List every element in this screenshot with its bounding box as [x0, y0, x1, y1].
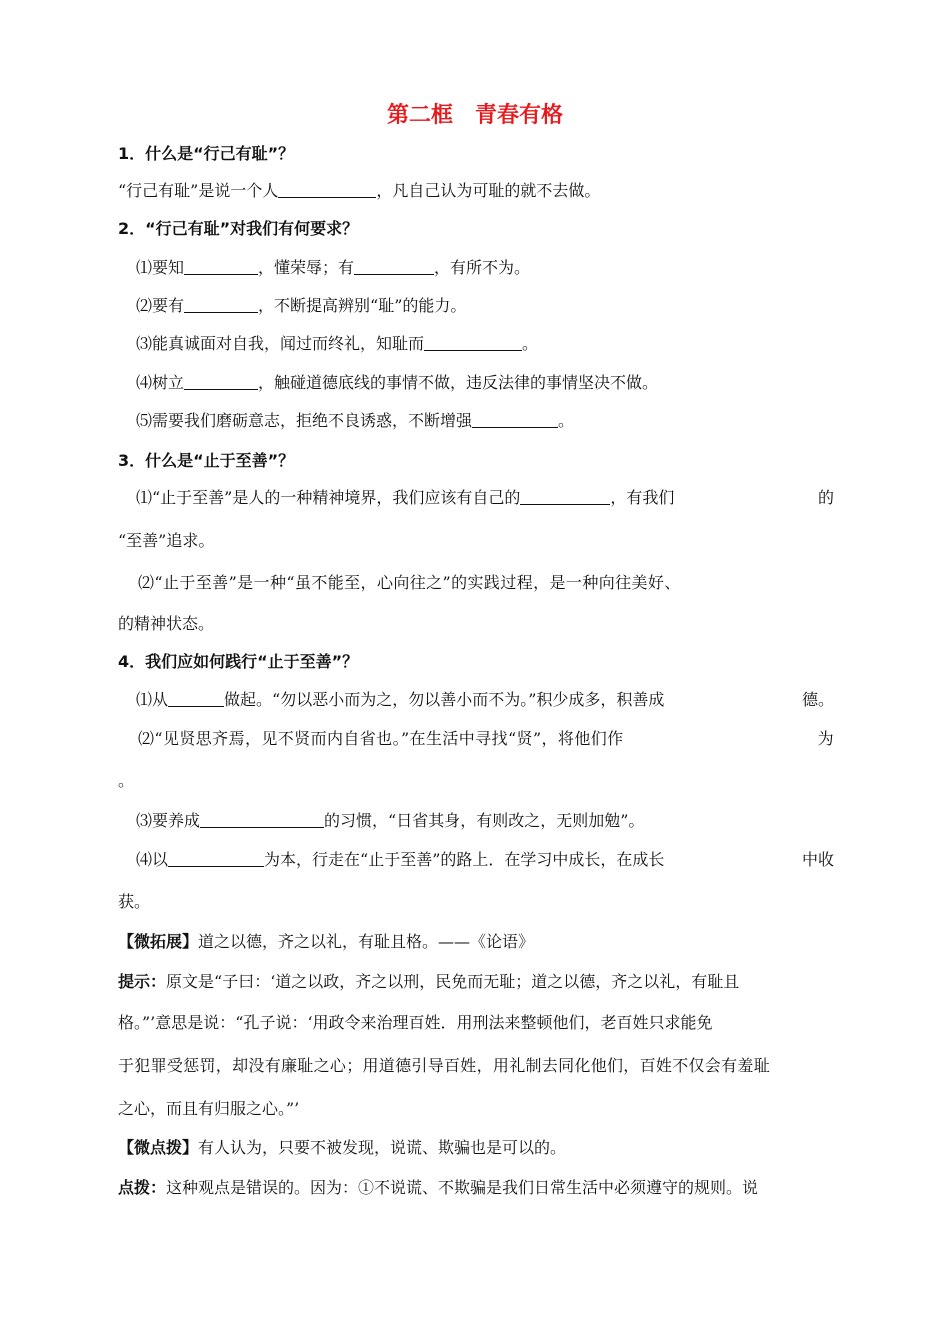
question-4-item-4-continued: 获。	[118, 892, 151, 911]
extension-section: 【微拓展】道之以德，齐之以礼，有耻且格。——《论语》	[118, 932, 535, 951]
question-2-item-3: ⑶能真诚面对自我，闻过而终礼，知耻而 。	[136, 334, 539, 353]
question-4-item-3: ⑶要养成 的习惯，“日省其身，有则改之，无则加勉”。	[136, 811, 645, 830]
tip-tag: 【微点拨】	[118, 1138, 199, 1157]
question-4-item-1: ⑴从 做起。“勿以恶小而为之，勿以善小而不为。”积少成多，积善成 德。	[136, 690, 834, 709]
question-2-item-5: ⑸需要我们磨砺意志，拒绝不良诱惑，不断增强 。	[136, 411, 575, 430]
question-3-item-2-continued: 的精神状态。	[118, 614, 215, 633]
question-2-item-1: ⑴要知 ，懂荣辱；有 ，有所不为。	[136, 258, 531, 277]
question-4-item-4: ⑷以 为本，行走在“止于至善”的路上．在学习中成长，在成长 中收	[136, 850, 834, 869]
question-3-item-2: ⑵“止于至善”是一种“虽不能至，心向往之”的实践过程，是一种向往美好、	[138, 573, 681, 592]
extension-tag: 【微拓展】	[118, 932, 199, 951]
extension-hint-line-1: 提示：原文是“子曰：‘道之以政，齐之以刑，民免而无耻；道之以德，齐之以礼，有耻且	[118, 972, 740, 991]
blank-field[interactable]	[200, 811, 324, 828]
question-1-answer: “行己有耻”是说一个人 ，凡自己认为可耻的就不去做。	[118, 181, 601, 200]
question-4-item-2: ⑵“见贤思齐焉，见不贤而内自省也。”在生活中寻找“贤”，将他们作 为	[138, 729, 834, 748]
blank-field[interactable]	[472, 411, 558, 428]
tip-section: 【微点拨】有人认为，只要不被发现，说谎、欺骗也是可以的。	[118, 1138, 567, 1157]
note-tag: 点拨：	[118, 1178, 167, 1197]
blank-field[interactable]	[184, 258, 258, 275]
tip-note-line-1: 点拨：这种观点是错误的。因为：①不说谎、不欺骗是我们日常生活中必须遵守的规则。说	[118, 1178, 759, 1197]
question-4-item-2-continued: 。	[118, 771, 135, 790]
question-1-heading: 1．什么是“行己有耻”？	[118, 144, 295, 163]
blank-field[interactable]	[278, 181, 376, 198]
blank-field[interactable]	[168, 850, 264, 867]
question-2-item-4: ⑷树立 ，触碰道德底线的事情不做，违反法律的事情坚决不做。	[136, 373, 659, 392]
blank-field[interactable]	[184, 296, 258, 313]
hint-tag: 提示：	[118, 972, 167, 991]
extension-hint-line-2: 格。”’意思是说：“孔子说：‘用政令来治理百姓．用刑法来整顿他们，老百姓只求能免	[118, 1013, 713, 1032]
question-3-item-1-continued: “至善”追求。	[118, 531, 215, 550]
question-3-heading: 3．什么是“止于至善”？	[118, 451, 295, 470]
blank-field[interactable]	[354, 258, 434, 275]
question-2-item-2: ⑵要有 ，不断提高辨别“耻”的能力。	[136, 296, 467, 315]
blank-field[interactable]	[424, 334, 522, 351]
extension-hint-line-3: 于犯罪受惩罚，却没有廉耻之心；用道德引导百姓，用礼制去同化他们，百姓不仅会有羞耻	[118, 1056, 771, 1075]
extension-hint-line-4: 之心，而且有归服之心。”’	[118, 1099, 300, 1118]
blank-field[interactable]	[184, 373, 258, 390]
blank-field[interactable]	[168, 690, 224, 707]
page-title: 第二框 青春有格	[386, 103, 563, 128]
question-3-item-1: ⑴“止于至善”是人的一种精神境界，我们应该有自己的 ，有我们 的	[136, 488, 834, 507]
question-2-heading: 2．“行己有耻”对我们有何要求？	[118, 219, 359, 238]
question-4-heading: 4．我们应如何践行“止于至善”？	[118, 652, 359, 671]
blank-field[interactable]	[520, 488, 610, 505]
